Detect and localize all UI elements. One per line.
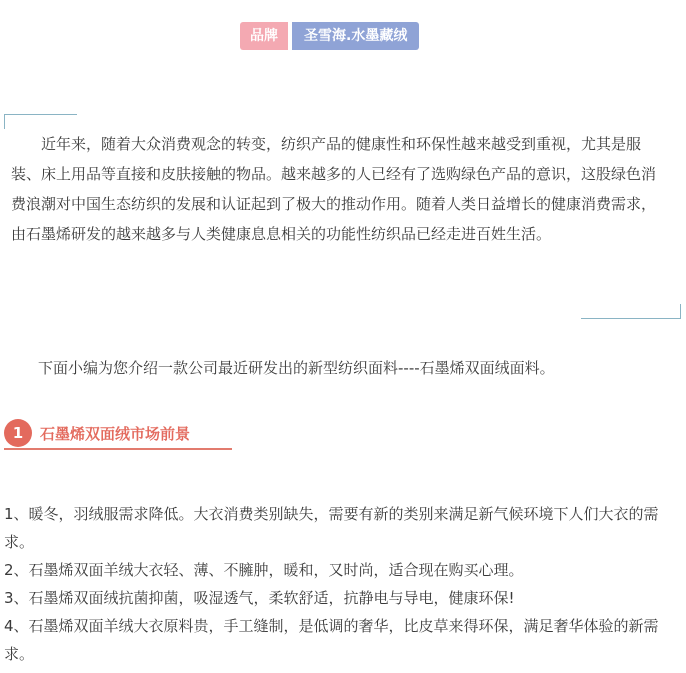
section-heading xyxy=(4,418,232,450)
lead-sentence: 下面小编为您介绍一款公司最近研发出的新型纺织面料----石墨烯双面绒面料。 xyxy=(38,359,555,377)
list-item: 2、石墨烯双面羊绒大衣轻、薄、不臃肿，暖和，又时尚，适合现在购买心理。 xyxy=(4,561,524,579)
brand-tag: 品牌 xyxy=(240,22,288,50)
intro-paragraph: 近年来，随着大众消费观念的转变，纺织产品的健康性和环保性越来越受到重视，尤其是服装、床上用品等直接和皮肤接触的物品。越来越多的人已经有了选购绿色产品的意识，这股绿色消费浪潮对中国生态纺织的发展和认证起到了极大的推动作用。随着人类日益增长的健康消费需求，由石墨烯研发的越来越多与人类健康息息相关的功能性纺织品已经走进百姓生活。 xyxy=(11,135,657,243)
brand-name: 圣雪海.水墨藏绒 xyxy=(292,22,419,50)
list-item: 4、石墨烯双面羊绒大衣原料贵，手工缝制，是低调的奢华，比皮草来得环保，满足奢华体验的新需求。 xyxy=(4,617,659,663)
frame-corner-bottom-right xyxy=(581,304,681,319)
market-outlook-list xyxy=(4,500,682,668)
section-number-badge: 1 xyxy=(4,419,32,447)
list-item: 3、石墨烯双面绒抗菌抑菌，吸湿透气，柔软舒适，抗静电与导电，健康环保! xyxy=(4,589,515,607)
section-title: 石墨烯双面绒市场前景 xyxy=(40,424,191,443)
list-item: 1、暖冬，羽绒服需求降低。大衣消费类别缺失，需要有新的类别来满足新气候环境下人们大衣的需求。 xyxy=(4,505,659,551)
frame-corner-top-left xyxy=(4,114,77,129)
brand-badge xyxy=(240,22,419,50)
